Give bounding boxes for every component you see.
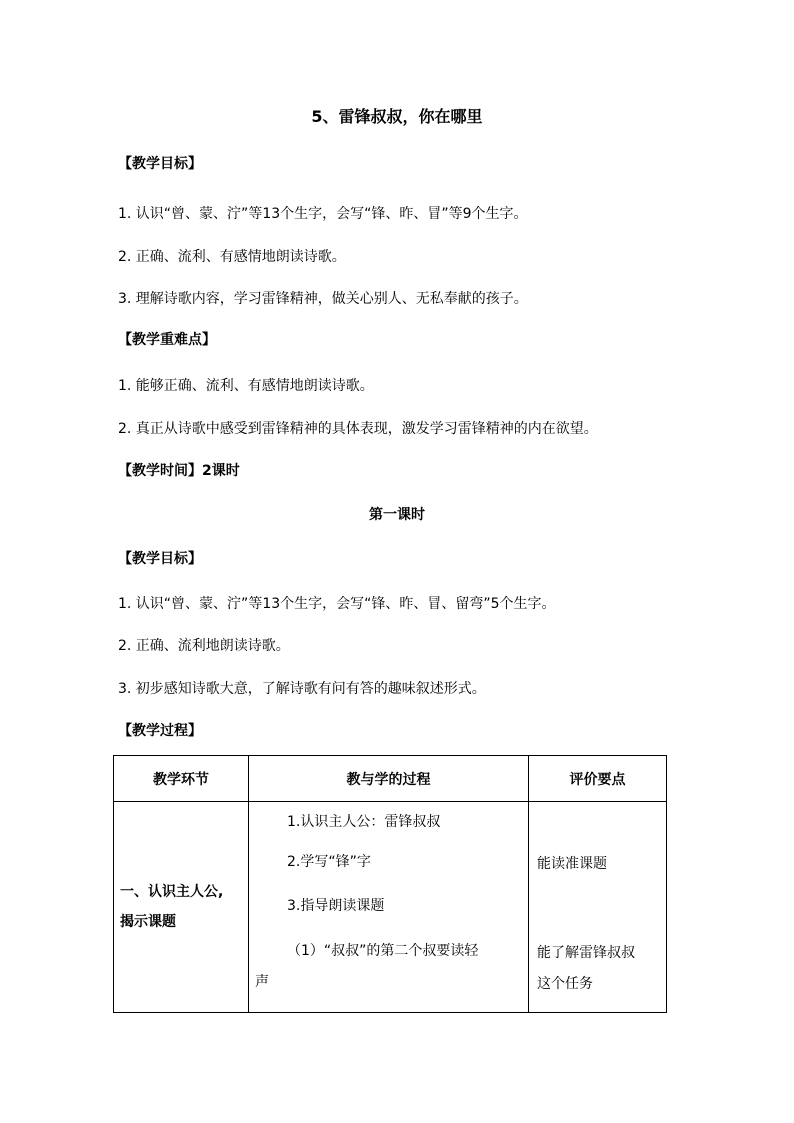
stage-label-line-2: 揭示课题 [120, 914, 176, 930]
process-step-4-continued: 声 [255, 974, 269, 990]
table-header-process: 教与学的过程 [249, 756, 529, 802]
key-point-item-1: 1. 能够正确、流利、有感情地朗读诗歌。 [118, 378, 374, 394]
teaching-process-table [113, 755, 667, 1013]
process-step-2: 2.学写“锋”字 [287, 854, 371, 870]
teaching-time [118, 461, 240, 481]
evaluation-point-2: 能了解雷锋叔叔 [537, 945, 635, 961]
process-step-3: 3.指导朗读课题 [287, 898, 385, 914]
teaching-process-heading: 【教学过程】 [118, 723, 202, 739]
lesson-goal-item-3: 3. 初步感知诗歌大意，了解诗歌有问有答的趣味叙述形式。 [118, 681, 486, 697]
objective-item-1: 1. 认识“曾、蒙、泞”等13个生字，会写“锋、昨、冒”等9个生字。 [118, 206, 528, 222]
objective-item-3: 3. 理解诗歌内容，学习雷锋精神，做关心别人、无私奉献的孩子。 [118, 291, 528, 307]
process-step-1: 1.认识主人公：雷锋叔叔 [287, 814, 441, 830]
lesson-goal-item-1: 1. 认识“曾、蒙、泞”等13个生字，会写“锋、昨、冒、留弯”5个生字。 [118, 596, 556, 612]
process-cell [249, 802, 529, 1013]
table-row [114, 802, 667, 1013]
table-header-row [114, 756, 667, 802]
evaluation-point-2-continued: 这个任务 [537, 976, 593, 992]
lesson-goals-heading: 【教学目标】 [118, 551, 202, 567]
table-header-evaluation: 评价要点 [529, 756, 667, 802]
lesson-goal-item-2: 2. 正确、流利地朗读诗歌。 [118, 638, 290, 654]
key-points-heading: 【教学重难点】 [118, 332, 216, 348]
stage-cell [114, 802, 249, 1013]
stage-label-line-1: 一、认识主人公, [120, 884, 224, 900]
page-title: 5、雷锋叔叔，你在哪里 [311, 107, 483, 126]
objectives-heading: 【教学目标】 [118, 156, 202, 172]
process-step-4: （1）“叔叔”的第二个叔要读轻 [287, 943, 479, 959]
evaluation-point-1: 能读准课题 [537, 856, 607, 872]
objective-item-2: 2. 正确、流利、有感情地朗读诗歌。 [118, 249, 346, 265]
lesson-title: 第一课时 [369, 507, 425, 523]
evaluation-cell [529, 802, 667, 1013]
table-header-stage: 教学环节 [114, 756, 249, 802]
key-point-item-2: 2. 真正从诗歌中感受到雷锋精神的具体表现，激发学习雷锋精神的内在欲望。 [118, 421, 598, 437]
teaching-time-value: 2课时 [202, 463, 240, 479]
teaching-time-heading: 【教学时间】 [118, 463, 202, 479]
